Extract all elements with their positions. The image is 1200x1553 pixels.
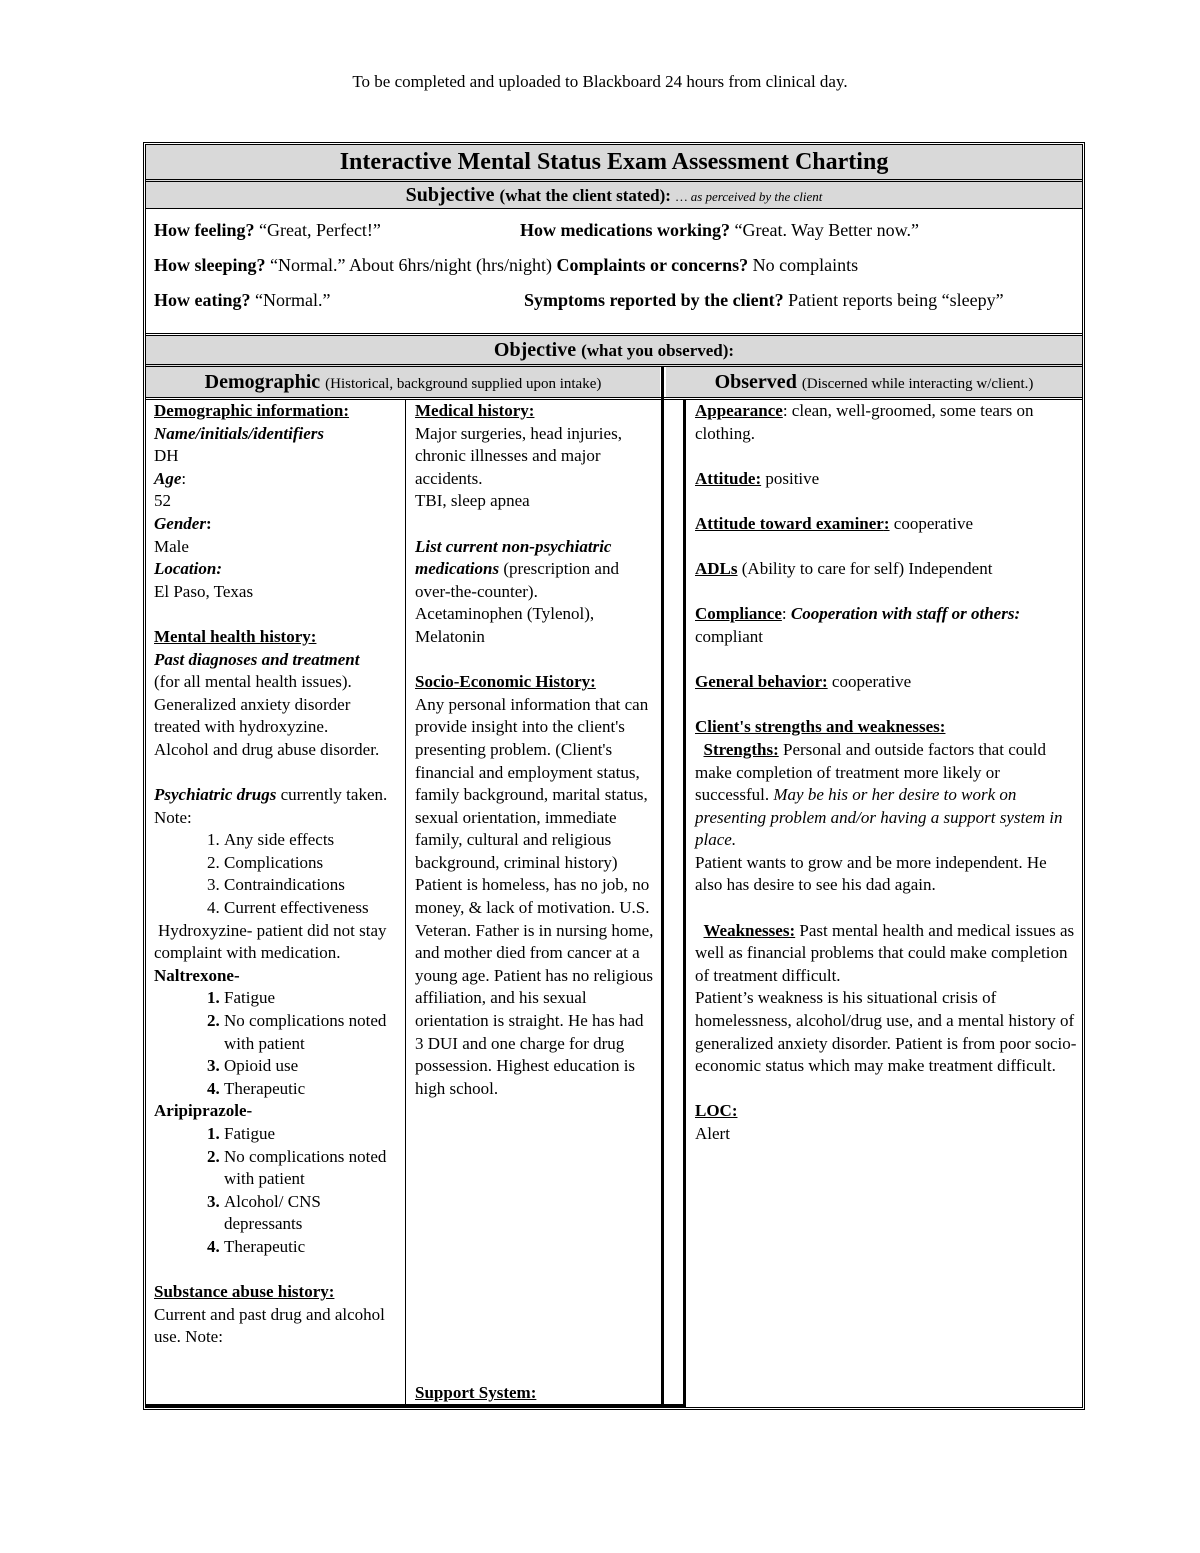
how-feeling-row [154,220,381,241]
list-item: 2. No complications noted with patient [224,1146,399,1191]
symptoms-row [524,290,1004,311]
demographic-column-2 [415,400,655,1402]
weaknesses-value: Patient’s weakness is his situational crisis of homelessness, alcohol/drug use, and a mental history of generalized anxiety disorder. Patient is from poor socio-economic status which may make treatment difficult. [695,988,1077,1076]
strengths-label: Strengths: [703,739,779,759]
location-value: El Paso, Texas [154,581,254,601]
strengths-value: Patient wants to grow and be more independent. He also has desire to see his dad again. [695,852,1047,895]
objective-paren: (what you observed): [581,341,735,360]
socio-economic-heading: Socio-Economic History: [415,672,596,692]
symptoms-value: Patient reports being “sleepy” [788,290,1004,310]
subjective-header [146,182,1082,209]
observed-header [666,367,1082,397]
weaknesses-line: Weaknesses: Past mental health and medical issues as well as financial problems that could make completion of treatment difficult. [695,920,1075,985]
appearance-value: : clean, well-groomed, some tears on clothing. [695,401,1034,443]
non-psychiatric-meds-label: List current non-psychiatric medications [415,536,612,579]
eating-value: “Normal.” [255,290,331,310]
objective-header [146,336,1082,367]
subjective-paren: (what the client stated): [499,186,671,205]
adls-label: ADLs [695,559,738,579]
appearance-line [695,400,1077,445]
weaknesses-label: Weaknesses [703,920,790,940]
objective-title: Objective [493,339,577,361]
how-feeling-label: How feeling? [154,220,255,240]
non-psychiatric-meds-note: (prescription and over-the-counter). [415,559,619,601]
list-item: 1. Fatigue [224,987,399,1010]
loc-label: LOC: [695,1101,738,1121]
eating-row [154,290,330,311]
list-item: 4. Current effectiveness [224,897,399,920]
medications-value: “Great. Way Better now.” [734,220,919,240]
substance-abuse-note: Current and past drug and alcohol use. Note: [154,1304,385,1347]
list-item: 4. Therapeutic [224,1078,399,1101]
general-behavior-line [695,671,1077,694]
age-label: Age [154,468,182,488]
observed-title: Observed [714,371,797,393]
general-behavior-label: General behavior: [695,672,828,692]
list-item: 2. No complications noted with patient [224,1010,399,1055]
list-item: 4. Therapeutic [224,1236,399,1259]
subjective-note: … as perceived by the client [675,189,823,204]
past-diagnoses-value-1: Generalized anxiety disorder treated with hydroxyzine. [154,694,351,737]
psychiatric-drug-checklist [154,829,399,919]
attitude-examiner-value: cooperative [893,513,974,533]
mental-health-heading: Mental health history: [154,626,317,646]
sleeping-label: How sleeping? [154,255,266,275]
list-item: 2. Complications [224,852,399,875]
subjective-section [146,209,1082,336]
attitude-label: Attitude: [695,468,762,488]
non-psychiatric-meds-line [415,536,655,604]
demographic-paren: (Historical, background supplied upon intake) [325,376,602,392]
compliance-line: Compliance: Cooperation with staff or others: [695,604,1021,624]
list-item: 3. Opioid use [224,1055,399,1078]
compliance-label: Compliance [695,604,782,624]
naltrexone-list [154,987,399,1100]
location-label: Location: [154,559,222,579]
observed-paren: (Discerned while interacting w/client.) [801,376,1034,392]
eating-label: How eating? [154,290,251,310]
gender-label: Gender [154,513,206,533]
how-feeling-value: “Great, Perfect!” [259,220,381,240]
upload-instructions: To be completed and uploaded to Blackboard 24 hours from clinical day. [352,72,848,91]
non-psychiatric-meds-value: Acetaminophen (Tylenol), Melatonin [415,604,595,646]
aripiprazole-label: Aripiprazole- [154,1101,253,1121]
psychiatric-drugs-line [154,784,399,829]
socio-economic-note: Any personal information that can provide insight into the client's presenting problem. (Client's financial and employment status, family background, marital status, sexual orientation, immediate family, cultural and religious background, criminal history) [415,694,649,872]
compliance-value: compliant [695,626,763,646]
mse-form [143,142,1085,1410]
gender-value: Male [154,536,189,556]
age-value: 52 [154,491,171,511]
strengths-example: May be his or her desire to work on presenting problem and/or having a support system in place. [695,785,1063,850]
past-diagnoses-label: Past diagnoses and treatment [154,649,360,669]
psychiatric-drugs-label: Psychiatric drugs [154,785,277,805]
attitude-examiner-line: Attitude toward examiner: cooperative [695,513,974,533]
header-separator [661,367,664,1407]
hydroxyzine-note: Hydroxyzine- patient did not stay complaint with medication. [154,920,387,963]
past-diagnoses-note: (for all mental health issues). [154,672,352,692]
strengths-weaknesses-heading: Client's strengths and weaknesses: [695,717,946,737]
compliance-prompt: Cooperation with staff or others: [790,604,1021,624]
attitude-value: positive [765,468,820,488]
demographic-info-heading: Demographic information: [154,401,350,420]
symptoms-label: Symptoms reported by the client? [524,290,784,310]
age-label-line: Age: [154,468,187,488]
loc-value: Alert [695,1124,730,1143]
complaints-label: Complaints or concerns? [556,255,749,275]
observed-column-border [683,400,686,1407]
strengths-line [695,739,1077,852]
appearance-label: Appearance [695,401,783,420]
attitude-examiner-label: Attitude toward examiner [695,513,884,533]
observed-column [695,400,1077,1146]
past-diagnoses-value-2: Alcohol and drug abuse disorder. [154,739,380,759]
medications-label: How medications working? [520,220,731,240]
attitude-line [695,468,1077,491]
subjective-title: Subjective [405,184,495,206]
socio-economic-value: Patient is homeless, has no job, no money, & lack of motivation. U.S. Veteran. Father is in nursing home, and mother died from cancer at a young age. Patient has no religious affiliation, and his sexual orientation is straight. He has had 3 DUI and one charge for drug possession. Highest education is high school. [415,875,654,1098]
strengths-note: Personal and outside factors that could make completion of treatment more likely or successful. [695,739,1046,805]
medications-row [520,220,919,241]
aripiprazole-list [154,1123,399,1259]
list-item: 3. Contraindications [224,874,399,897]
medical-history-note: Major surgeries, head injuries, chronic illnesses and major accidents. [415,423,622,488]
demographic-header [146,367,660,397]
list-item: 3. Alcohol/ CNS depressants [224,1191,399,1236]
column-headers [146,367,1082,400]
substance-abuse-heading: Substance abuse history: [154,1282,335,1302]
medical-history-heading: Medical history: [415,401,535,420]
gender-label-line: Gender: [154,513,212,533]
naltrexone-label: Naltrexone- [154,965,240,985]
name-value: DH [154,446,179,466]
complaints-value: No complaints [752,255,859,275]
sleeping-row [154,255,858,276]
psychiatric-drugs-note: currently taken. Note: [154,785,388,827]
name-label: Name/initials/identifiers [154,423,325,443]
list-item: 1. Any side effects [224,829,399,852]
demographic-column-divider [405,400,406,1407]
adls-line [695,558,1077,581]
general-behavior-value: cooperative [831,672,912,692]
demographic-title: Demographic [204,371,321,393]
medical-history-value: TBI, sleep apnea [415,491,530,511]
demographic-column-1 [154,400,399,1349]
form-title: Interactive Mental Status Exam Assessment Charting [146,145,1082,182]
list-item: 1. Fatigue [224,1123,399,1146]
support-system-heading: Support System: [415,1383,537,1402]
adls-value: (Ability to care for self) Independent [741,559,993,579]
sleeping-value: “Normal.” About 6hrs/night (hrs/night) [270,255,552,275]
weaknesses-note: Past mental health and medical issues as well as financial problems that could make completion of treatment difficult. [695,920,1075,985]
